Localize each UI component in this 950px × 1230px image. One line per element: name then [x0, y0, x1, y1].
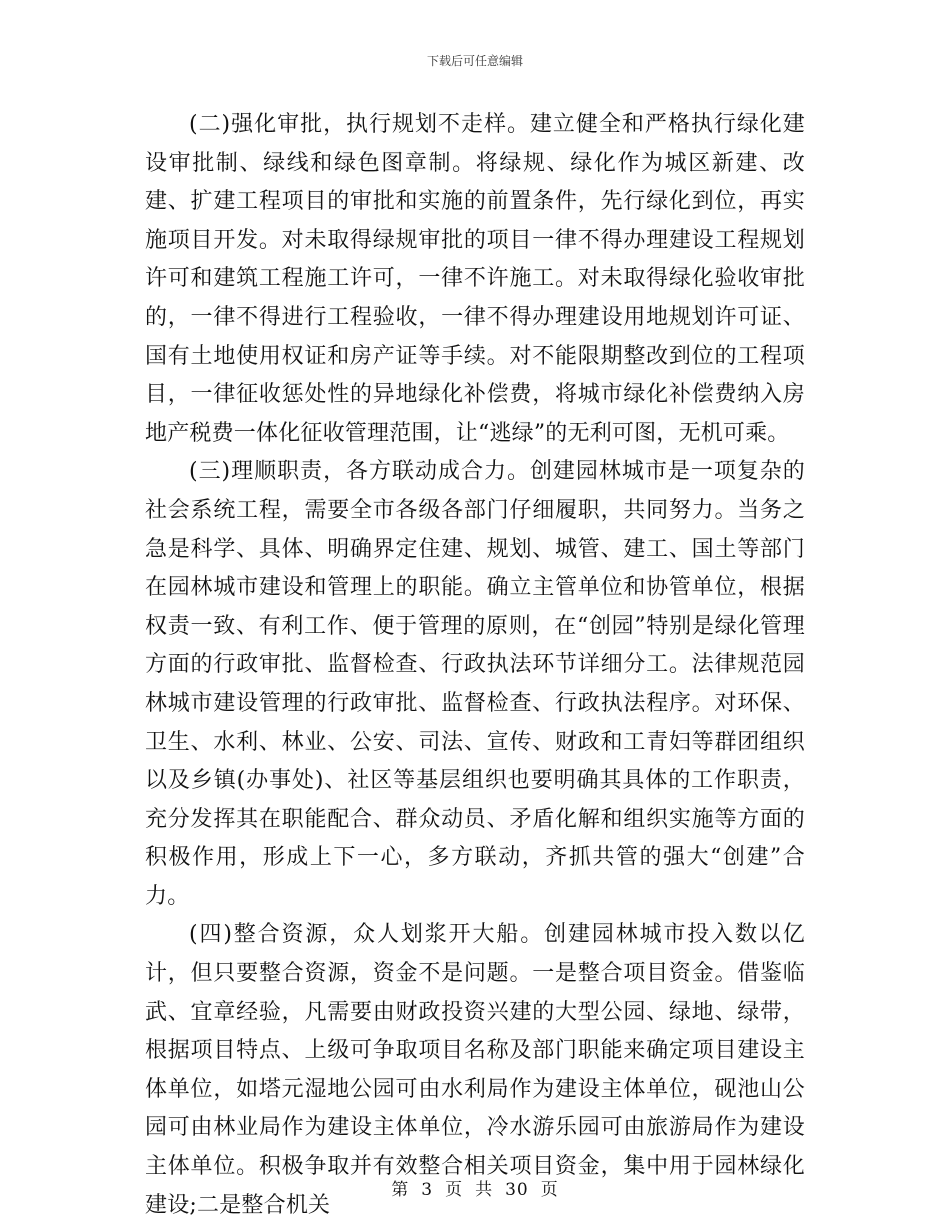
paragraph-4: (四)整合资源，众人划浆开大船。创建园林城市投入数以亿计，但只要整合资源，资金不是问题。一是整合项目资金。借鉴临武、宜章经验，凡需要由财政投资兴建的大型公园、绿地、绿带，根据项目特点、上级可争取项目名称及部门职能来确定项目建设主体单位，如塔元湿地公园可由水利局作为建设主体单位，砚池山公园可由林业局作为建设主体单位，冷水游乐园可由旅游局作为建设主体单位。积极争取并有效整合相关项目资金，集中用于园林绿化建设;二是整合机关: [145, 922, 805, 1218]
footer-page-word: 页: [445, 1180, 464, 1200]
header-note: 下载后可任意编辑: [426, 54, 523, 68]
page-header: [0, 52, 950, 69]
current-page-number: 3: [421, 1180, 434, 1200]
footer-prefix: 第: [391, 1180, 410, 1200]
paragraph-2: (二)强化审批，执行规划不走样。建立健全和严格执行绿化建设审批制、绿线和绿色图章制。将绿规、绿化作为城区新建、改建、扩建工程项目的审批和实施的前置条件，先行绿化到位，再实施项目开发。对未取得绿规审批的项目一律不得办理建设工程规划许可和建筑工程施工许可，一律不许施工。对未取得绿化验收审批的，一律不得进行工程验收，一律不得办理建设用地规划许可证、国有土地使用权证和房产证等手续。对不能限期整改到位的工程项目，一律征收惩处性的异地绿化补偿费，将城市绿化补偿费纳入房地产税费一体化征收管理范围，让“逃绿”的无利可图，无机可乘。: [145, 112, 805, 446]
footer-total-word: 共: [475, 1180, 494, 1200]
document-body: [145, 106, 805, 1225]
total-pages-number: 30: [505, 1180, 529, 1200]
page-footer: [0, 1175, 950, 1200]
paragraph-3: (三)理顺职责，各方联动成合力。创建园林城市是一项复杂的社会系统工程，需要全市各级各部门仔细履职，共同努力。当务之急是科学、具体、明确界定住建、规划、城管、建工、国土等部门在园林城市建设和管理上的职能。确立主管单位和协管单位，根据权责一致、有利工作、便于管理的原则，在“创园”特别是绿化管理方面的行政审批、监督检查、行政执法环节详细分工。法律规范园林城市建设管理的行政审批、监督检查、行政执法程序。对环保、卫生、水利、林业、公安、司法、宣传、财政和工青妇等群团组织以及乡镇(办事处)、社区等基层组织也要明确其具体的工作职责，充分发挥其在职能配合、群众动员、矛盾化解和组织实施等方面的积极作用，形成上下一心，多方联动，齐抓共管的强大“创建”合力。: [145, 459, 805, 909]
footer-suffix: 页: [540, 1180, 559, 1200]
